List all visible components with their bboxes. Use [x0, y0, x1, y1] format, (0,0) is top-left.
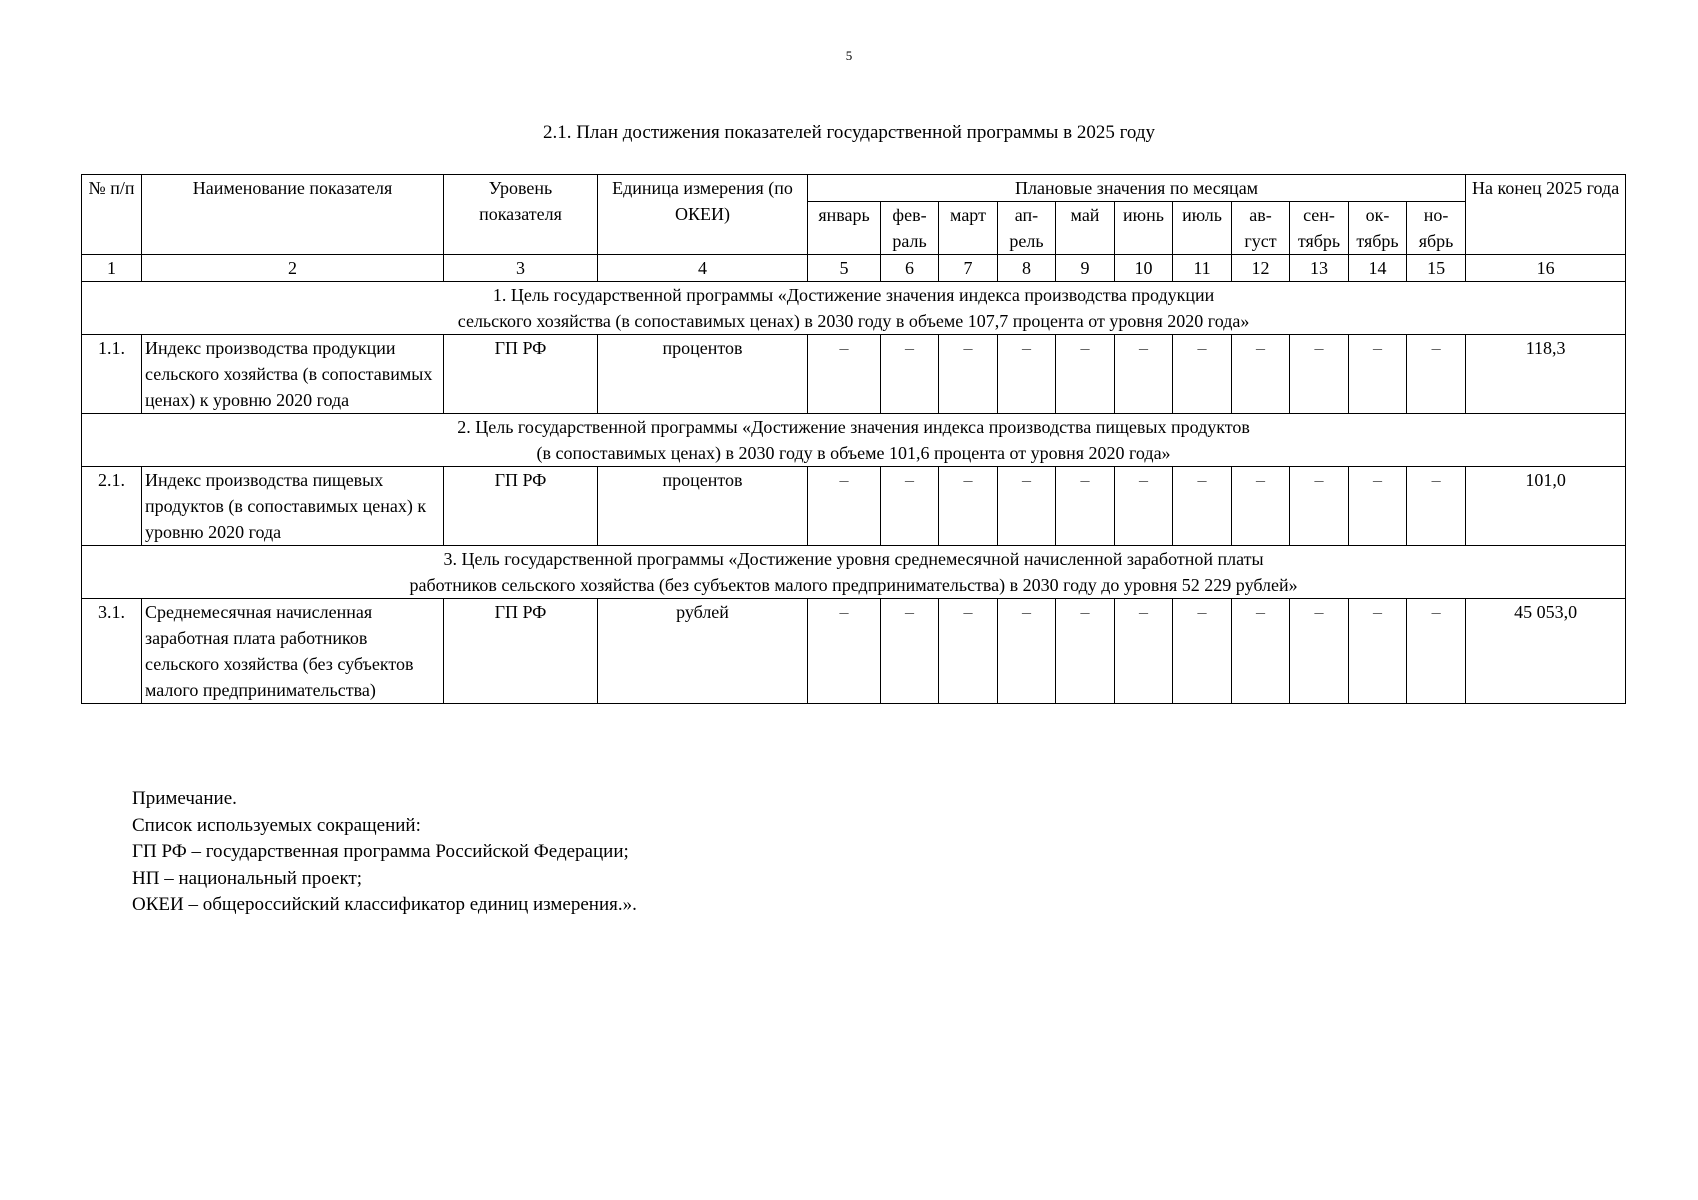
column-number: 1 — [82, 255, 142, 282]
month-header: июль — [1173, 202, 1232, 255]
indicator-row — [82, 467, 1626, 546]
month-value: – — [1349, 335, 1407, 414]
month-header: ав-густ — [1232, 202, 1290, 255]
month-value: – — [1056, 467, 1115, 546]
month-value: – — [1290, 335, 1349, 414]
month-value: – — [1056, 599, 1115, 704]
indicator-unit: процентов — [598, 335, 808, 414]
month-value: – — [1173, 467, 1232, 546]
goal-text-line: 3. Цель государственной программы «Достижение уровня среднемесячной начисленной заработной платы — [443, 549, 1264, 569]
page-number: 5 — [845, 48, 853, 63]
month-header: сен-тябрь — [1290, 202, 1349, 255]
month-header: ап-рель — [998, 202, 1056, 255]
month-value: – — [1290, 599, 1349, 704]
month-value: – — [808, 599, 881, 704]
month-value: – — [1407, 467, 1466, 546]
goal-text-line: 2. Цель государственной программы «Достижение значения индекса производства пищевых продуктов — [457, 417, 1250, 437]
notes-abbrev-title: Список используемых сокращений: — [132, 814, 421, 836]
goal-text-line: (в сопоставимых ценах) в 2030 году в объеме 101,6 процента от уровня 2020 года» — [536, 443, 1171, 463]
header-name: Наименование показателя — [142, 175, 444, 255]
goal-text-line: сельского хозяйства (в сопоставимых ценах) в 2030 году в объеме 107,7 процента от уровня 2020 года» — [457, 311, 1250, 331]
month-value: – — [1115, 599, 1173, 704]
header-plan: Плановые значения по месяцам — [808, 175, 1466, 202]
column-number: 16 — [1466, 255, 1626, 282]
end-value: 118,3 — [1466, 335, 1626, 414]
column-number: 10 — [1115, 255, 1173, 282]
month-header: ок-тябрь — [1349, 202, 1407, 255]
month-value: – — [1349, 599, 1407, 704]
month-value: – — [998, 467, 1056, 546]
indicator-plan-table — [81, 174, 1626, 704]
column-number: 9 — [1056, 255, 1115, 282]
month-value: – — [881, 599, 939, 704]
column-number: 13 — [1290, 255, 1349, 282]
month-header: март — [939, 202, 998, 255]
indicator-num: 1.1. — [82, 335, 142, 414]
header-end: На конец 2025 года — [1466, 175, 1626, 255]
indicator-name: Индекс производства пищевых продуктов (в сопоставимых ценах) к уровню 2020 года — [142, 467, 444, 546]
month-header: фев-раль — [881, 202, 939, 255]
month-header: май — [1056, 202, 1115, 255]
month-value: – — [1407, 335, 1466, 414]
column-number: 6 — [881, 255, 939, 282]
month-value: – — [881, 335, 939, 414]
month-value: – — [939, 599, 998, 704]
column-number: 15 — [1407, 255, 1466, 282]
indicator-num: 3.1. — [82, 599, 142, 704]
month-header: но-ябрь — [1407, 202, 1466, 255]
month-value: – — [1056, 335, 1115, 414]
page-title: 2.1. План достижения показателей государственной программы в 2025 году — [542, 122, 1156, 143]
month-value: – — [1349, 467, 1407, 546]
header-row — [82, 175, 1626, 202]
header-unit: Единица измерения (по ОКЕИ) — [598, 175, 808, 255]
month-value: – — [1115, 335, 1173, 414]
column-number: 11 — [1173, 255, 1232, 282]
column-number: 2 — [142, 255, 444, 282]
end-value: 101,0 — [1466, 467, 1626, 546]
column-number: 4 — [598, 255, 808, 282]
month-value: – — [1173, 599, 1232, 704]
goal-text — [82, 546, 1626, 599]
column-numbers-row — [82, 255, 1626, 282]
column-number: 3 — [444, 255, 598, 282]
column-number: 14 — [1349, 255, 1407, 282]
indicator-level: ГП РФ — [444, 599, 598, 704]
month-value: – — [939, 467, 998, 546]
indicator-name: Индекс производства продукции сельского хозяйства (в сопоставимых ценах) к уровню 2020 года — [142, 335, 444, 414]
indicator-row — [82, 335, 1626, 414]
header-num: № п/п — [82, 175, 142, 255]
month-header: январь — [808, 202, 881, 255]
notes-heading: Примечание. — [132, 788, 237, 809]
notes-abbrev-okei: ОКЕИ – общероссийский классификатор единиц измерения.». — [132, 894, 637, 915]
indicator-level: ГП РФ — [444, 335, 598, 414]
month-value: – — [939, 335, 998, 414]
month-value: – — [1232, 599, 1290, 704]
indicator-num: 2.1. — [82, 467, 142, 546]
header-level: Уровень показателя — [444, 175, 598, 255]
month-value: – — [998, 335, 1056, 414]
month-value: – — [1232, 335, 1290, 414]
month-value: – — [808, 335, 881, 414]
end-value: 45 053,0 — [1466, 599, 1626, 704]
goal-text — [82, 282, 1626, 335]
month-value: – — [1407, 599, 1466, 704]
indicator-unit: рублей — [598, 599, 808, 704]
indicator-name: Среднемесячная начисленная заработная плата работников сельского хозяйства (без субъектов малого предпринимательства) — [142, 599, 444, 704]
column-number: 12 — [1232, 255, 1290, 282]
month-value: – — [808, 467, 881, 546]
column-number: 5 — [808, 255, 881, 282]
goal-row — [82, 282, 1626, 335]
month-value: – — [881, 467, 939, 546]
goal-row — [82, 414, 1626, 467]
notes — [132, 786, 637, 919]
goal-row — [82, 546, 1626, 599]
month-header: июнь — [1115, 202, 1173, 255]
column-number: 8 — [998, 255, 1056, 282]
month-value: – — [1173, 335, 1232, 414]
month-value: – — [1290, 467, 1349, 546]
notes-abbrev-np: НП – национальный проект; — [132, 867, 363, 889]
indicator-unit: процентов — [598, 467, 808, 546]
month-value: – — [1232, 467, 1290, 546]
notes-abbrev-gp: ГП РФ – государственная программа Российской Федерации; — [132, 841, 629, 862]
goal-text-line: работников сельского хозяйства (без субъектов малого предпринимательства) в 2030 году до уровня 52 229 рублей» — [409, 575, 1298, 595]
indicator-row — [82, 599, 1626, 704]
indicator-level: ГП РФ — [444, 467, 598, 546]
column-number: 7 — [939, 255, 998, 282]
month-value: – — [998, 599, 1056, 704]
goal-text — [82, 414, 1626, 467]
goal-text-line: 1. Цель государственной программы «Достижение значения индекса производства продукции — [492, 285, 1215, 305]
month-value: – — [1115, 467, 1173, 546]
